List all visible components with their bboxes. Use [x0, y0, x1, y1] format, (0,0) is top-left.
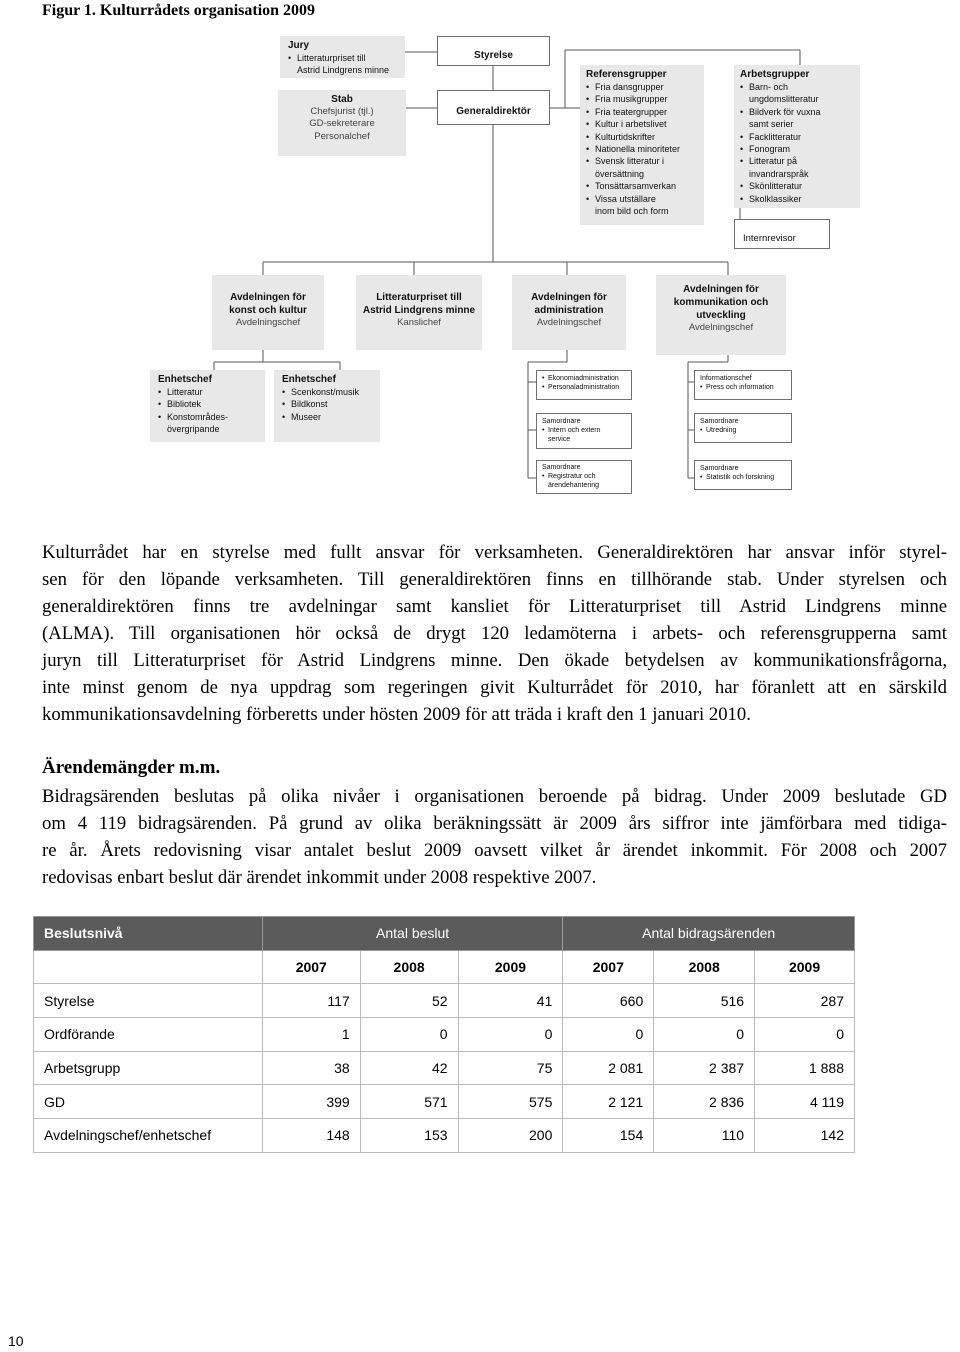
- body-paragraph-2: Bidragsärenden beslutas på olika nivåer i organisationen beroende på bidrag. Under 2009 beslutade GD om 4 119 bidragsärenden. På grund av olika beräkningssätt är 2009 års siffror inte jämförbara med tidiga- re år. Årets redovisning visar antalet beslut 2009 oavsett vilket år ärendet inkommit. För 2008 och 2007 redovisas enbart beslut där ärendet inkommit under 2008 respektive 2007.: [42, 786, 947, 888]
- year-cell: 2009: [755, 950, 855, 984]
- table-row: Arbetsgrupp 38 42 75 2 081 2 387 1 888: [34, 1051, 855, 1085]
- admin-sub-3-box: Samordnare • Registratur och ärendehantering: [536, 460, 632, 494]
- year-cell: 2007: [563, 950, 654, 984]
- komm-sub-1-box: Informationschef • Press och information: [694, 370, 792, 400]
- arbetsgrupper-box: Arbetsgrupper • Barn- och ungdomslitteratur • Bildverk för vuxna samt serier • Facklitteratur • Fonogram • Litteratur på invandrarspråk • Skönlitteratur • Skolklassiker: [734, 65, 860, 208]
- header-beslutsniva: Beslutsnivå: [34, 917, 263, 951]
- jury-items: • Litteraturpriset till Astrid Lindgrens minne: [288, 52, 397, 77]
- referensgrupper-box: Referensgrupper • Fria dansgrupper • Fria musikgrupper • Fria teatergrupper • Kultur i arbetslivet • Kulturtidskrifter • Nationella minoriteter • Svensk litteratur i översättning • Tonsättarsamverkan • Vissa utställare inom bild och form: [580, 65, 704, 225]
- table-row: Styrelse 117 52 41 660 516 287: [34, 984, 855, 1018]
- table-header-row: [34, 917, 855, 951]
- jury-title: Jury: [288, 40, 310, 51]
- decisions-table: [33, 916, 855, 1153]
- enhetschef-2-box: Enhetschef • Scenkonst/musik • Bildkonst • Museer: [274, 370, 380, 442]
- litteraturpriset-box: Litteraturpriset till Astrid Lindgrens minne Kanslichef: [356, 275, 482, 350]
- table-row: Avdelningschef/enhetschef 148 153 200 154 110 142: [34, 1119, 855, 1153]
- year-cell: 2008: [360, 950, 458, 984]
- section-heading: Ärendemängder m.m.: [42, 757, 221, 778]
- avd-konst-box: Avdelningen för konst och kultur Avdelningschef: [212, 275, 324, 350]
- stab-box: Stab Chefsjurist (tjl.) GD-sekreterare Personalchef: [278, 90, 406, 156]
- stab-title: Stab: [331, 94, 353, 105]
- header-antal-bidragsarenden: Antal bidragsärenden: [563, 917, 855, 951]
- page-number: 10: [8, 1333, 24, 1349]
- header-antal-beslut: Antal beslut: [262, 917, 563, 951]
- year-cell: 2008: [654, 950, 755, 984]
- admin-sub-1-box: • Ekonomiadministration • Personaladministration: [536, 370, 632, 400]
- org-chart: [0, 0, 960, 510]
- styrelse-box: Styrelse: [437, 36, 550, 66]
- body-paragraph-1: Kulturrådet har en styrelse med fullt ansvar för verksamheten. Generaldirektören har ansvar inför styrel- sen för den löpande verksamheten. Till generaldirektören finns en tillhörande stab. Under styrelsen och generaldirektören finns tre avdelningar samt kansliet för Litteraturpriset till Astrid Lindgrens minne (ALMA). Till organisationen hör också de drygt 120 ledamöterna i arbets- och referensgrupperna samt juryn till Litteraturpriset för Astrid Lindgrens minne. Den ökade betydelsen av kommunikationsfrågorna, inte minst genom de nya uppdrag som regeringen givit Kulturrådet för 2010, har föranlett att en särskild kommunikationsavdelning förberetts under hösten 2009 för att träda i kraft den 1 januari 2010.: [42, 542, 947, 725]
- internrevisor-box: Internrevisor: [734, 219, 830, 249]
- table-row: GD 399 571 575 2 121 2 836 4 119: [34, 1085, 855, 1119]
- table-row: Ordförande 1 0 0 0 0 0: [34, 1018, 855, 1052]
- komm-sub-2-box: Samordnare • Utredning: [694, 413, 792, 443]
- komm-sub-3-box: Samordnare • Statistik och forskning: [694, 460, 792, 490]
- arbetsgrupper-list: • Barn- och ungdomslitteratur • Bildverk för vuxna samt serier • Facklitteratur • Fonogram • Litteratur på invandrarspråk • Skönlitteratur • Skolklassiker: [740, 81, 854, 205]
- jury-box: [280, 36, 405, 78]
- avd-komm-box: Avdelningen för kommunikation och utveckling Avdelningschef: [656, 275, 786, 355]
- generaldirektor-box: Generaldirektör: [437, 90, 550, 125]
- table-year-row: [34, 950, 855, 984]
- admin-sub-2-box: Samordnare • Intern och extern service: [536, 413, 632, 449]
- figure-title: Figur 1. Kulturrådets organisation 2009: [42, 2, 316, 19]
- avd-admin-box: Avdelningen för administration Avdelningschef: [512, 275, 626, 350]
- year-cell: 2009: [458, 950, 563, 984]
- enhetschef-1-box: Enhetschef • Litteratur • Bibliotek • Konstområdes- övergripande: [150, 370, 265, 442]
- year-cell: 2007: [262, 950, 360, 984]
- referensgrupper-list: • Fria dansgrupper • Fria musikgrupper • Fria teatergrupper • Kultur i arbetslivet • Kulturtidskrifter • Nationella minoriteter • Svensk litteratur i översättning • Tonsättarsamverkan • Vissa utställare inom bild och form: [586, 81, 698, 217]
